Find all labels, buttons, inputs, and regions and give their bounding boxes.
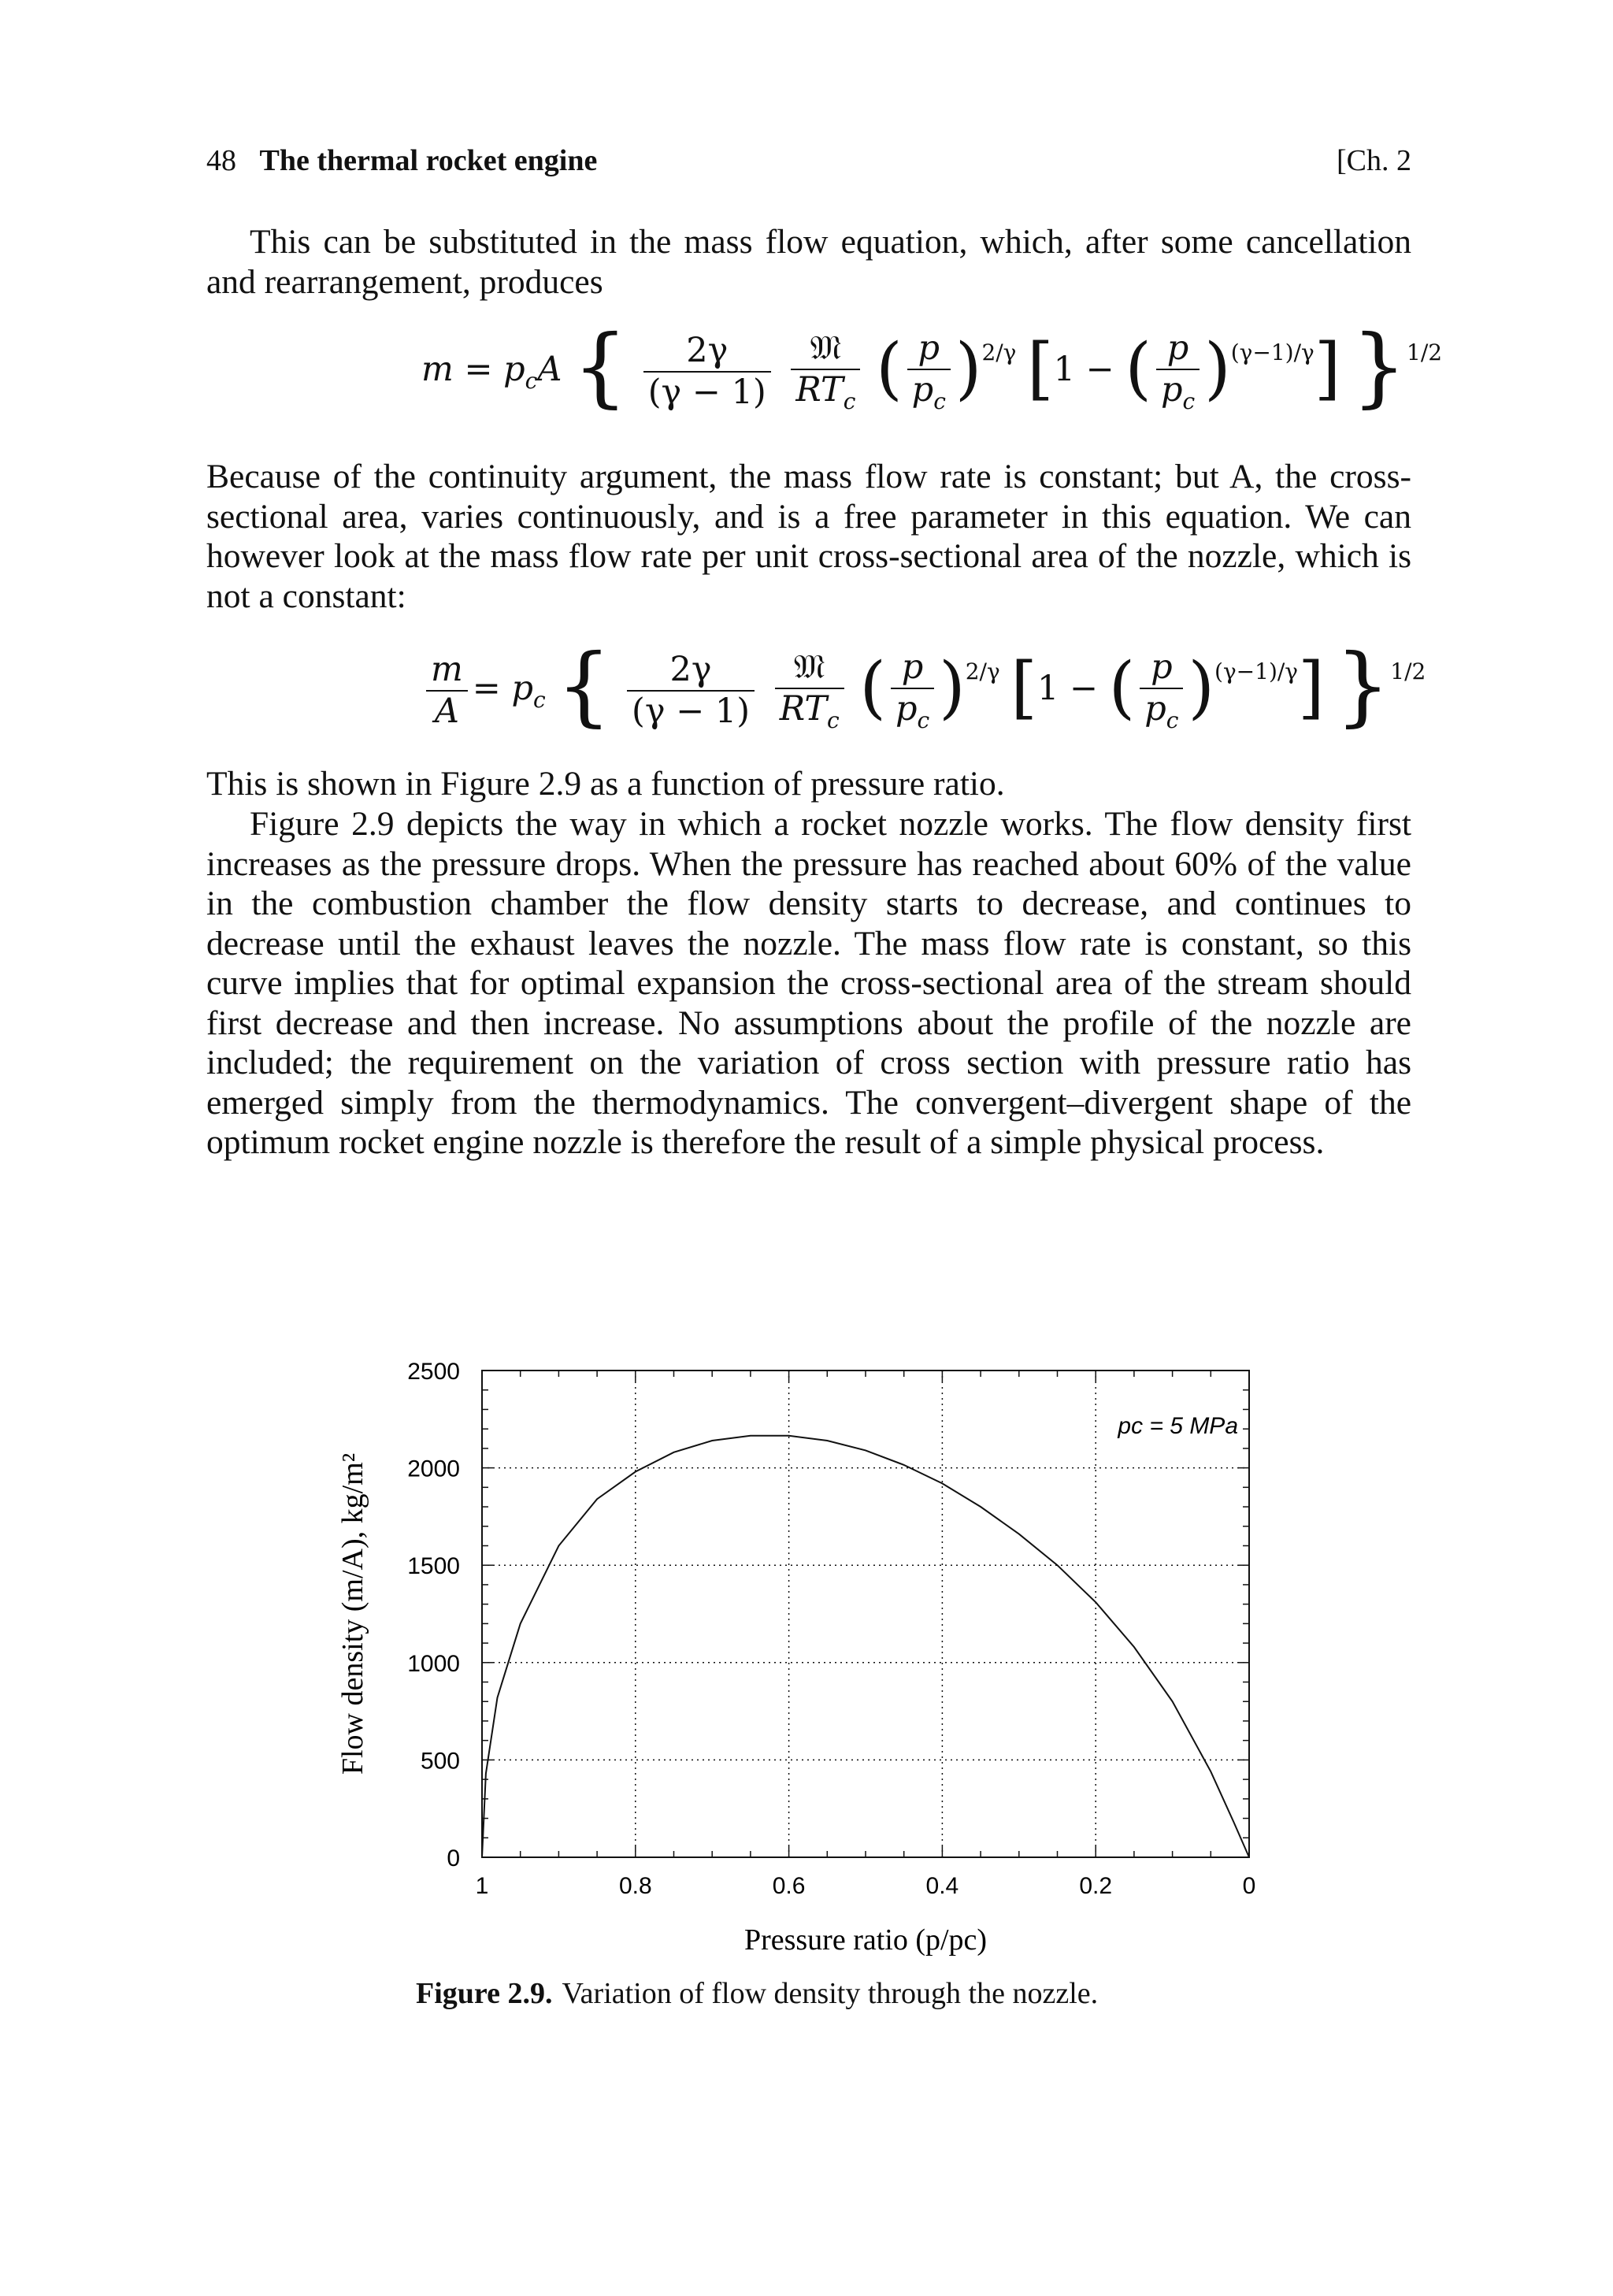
eq1-lhs: m = p: [421, 350, 525, 389]
y-tick-label: 0: [447, 1845, 460, 1871]
y-tick-label: 1500: [407, 1553, 460, 1580]
y-tick-label: 2000: [407, 1456, 460, 1482]
chart-tick-labels: [407, 1359, 1255, 1899]
pressure-annotation: pc = 5 MPa: [1118, 1413, 1238, 1439]
left-brace: {: [573, 316, 629, 417]
paragraph-2: Because of the continuity argument, the mass flow rate is constant; but A, the cross-sectional area, varies continuously, and is a free parameter in this equation. We can however look at the mass flow rate per unit cross-sectional area of the nozzle, which is not a constant:: [206, 458, 1411, 615]
x-tick-label: 0: [1242, 1873, 1256, 1899]
x-tick-label: 0.2: [1079, 1873, 1113, 1899]
fraction-pressure-ratio: $\frac{p}{p_c}$: [907, 332, 951, 413]
equation-flow-density: $\frac{m}{A}$ = $p_c$ { $\frac{2\gamma}{(\gamma - 1)}$ $\frac{\text{𝔐}}{RT_c}$ ( $\frac{p}{p_c}$ )$^{2/\gamma}$ [1 − ( $\frac{p}{p_c}$ )$^{(\gamma-1)/\gamma}$] }$^{1/2}$: [421, 642, 1426, 732]
x-axis-label: Pressure ratio (p/pc): [743, 1923, 988, 1957]
chart-grid: [482, 1371, 1249, 1857]
plot-frame: [482, 1371, 1249, 1857]
running-title: The thermal rocket engine: [259, 144, 598, 177]
figure-number: Figure 2.9.: [416, 1977, 553, 2010]
y-tick-label: 1000: [407, 1650, 460, 1677]
x-tick-label: 0.8: [618, 1873, 652, 1899]
caption-text: Variation of flow density through the nozzle.: [562, 1977, 1099, 2010]
y-tick-label: 500: [420, 1748, 460, 1775]
fraction-m-over-a: $\frac{m}{A}$: [426, 653, 468, 729]
fraction-two-gamma: $\frac{2\gamma}{(\gamma - 1)}$: [643, 334, 771, 410]
x-tick-label: 0.6: [772, 1873, 806, 1899]
y-axis-label: Flow density (m/A), kg/m²: [336, 1452, 369, 1775]
flow-density-curve: [482, 1436, 1249, 1857]
fraction-molar-mass: $\frac{\text{𝔐}}{RT_c}$: [791, 332, 860, 413]
right-brace: }: [1352, 316, 1407, 417]
paragraph-1: This can be substituted in the mass flow equation, which, after some cancellation and rearrangement, produces: [206, 223, 1411, 301]
x-tick-label: 1: [475, 1873, 489, 1899]
paragraph-4: Figure 2.9 depicts the way in which a rocket nozzle works. The flow density first increases as the pressure drops. When the pressure has reached about 60% of the value in the combustion chamber the flow density starts to decrease, and continues to decrease until the exhaust leaves the nozzle. The mass flow rate is constant, so this curve implies that for optimal expansion the cross-sectional area of the stream should first decrease and then increase. No assumptions about the profile of the nozzle are included; the requirement on the variation of cross section with pressure ratio has emerged simply from the thermodynamics. The convergent–divergent shape of the optimum rocket engine nozzle is therefore the result of a simple physical process.: [206, 805, 1411, 1161]
page-number: 48: [206, 144, 236, 177]
figure-caption: [416, 1975, 1098, 2012]
chart-ticks: [482, 1371, 1249, 1857]
chapter-label: [Ch. 2: [1337, 144, 1411, 177]
x-tick-label: 0.4: [925, 1873, 959, 1899]
paragraph-3: This is shown in Figure 2.9 as a function of pressure ratio.: [206, 765, 1005, 803]
y-tick-label: 2500: [407, 1359, 460, 1385]
equation-mass-flow: $m = p_cA$ { $\frac{2\gamma}{(\gamma - 1)}$ $\frac{\text{𝔐}}{RT_c}$ ( $\frac{p}{p_c}$ )$^{2/\gamma}$ [1 − ( $\frac{p}{p_c}$ )$^{(\gamma-1)/\gamma}$] }$^{1/2}$: [421, 316, 1443, 417]
